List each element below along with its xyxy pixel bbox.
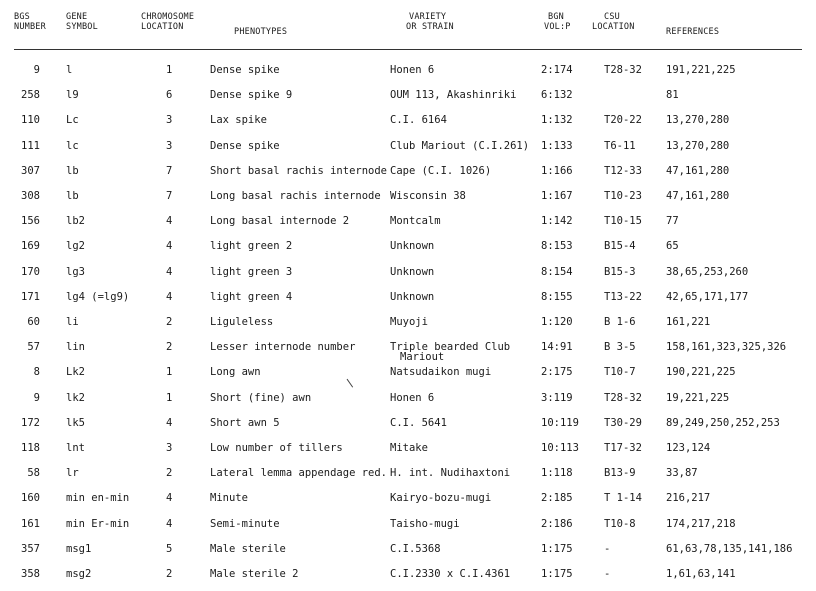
bgn-vol-page-cell: 1:167 <box>541 190 573 202</box>
chromosome-location-cell: 4 <box>166 215 173 227</box>
references-cell: 158,161,323,325,326 <box>666 341 787 353</box>
phenotype-cell: Minute <box>210 492 248 504</box>
csu-location-cell: T30-29 <box>604 417 642 429</box>
csu-location-cell: T13-22 <box>604 291 642 303</box>
table-row <box>0 140 816 156</box>
table-row <box>0 291 816 307</box>
chromosome-location-cell: 1 <box>166 64 173 76</box>
gene-symbol-cell: min Er-min <box>66 518 130 530</box>
bgs-number-cell: 357 <box>21 543 40 555</box>
variety-text: C.I.5368 <box>390 543 441 555</box>
references-cell: 47,161,280 <box>666 190 730 202</box>
bgs-number-cell: 161 <box>21 518 40 530</box>
variety-cell <box>390 89 516 101</box>
csu-location-cell: T10-7 <box>604 366 636 378</box>
table-row <box>0 518 816 534</box>
gene-symbol-cell: lb2 <box>66 215 85 227</box>
csu-location-cell: T 1-14 <box>604 492 642 504</box>
variety-cell <box>390 316 428 328</box>
csu-location-cell: T17-32 <box>604 442 642 454</box>
bgn-vol-page-cell: 1:166 <box>541 165 573 177</box>
variety-text: Montcalm <box>390 215 441 227</box>
gene-symbol-cell: l <box>66 64 73 76</box>
chromosome-location-cell: 4 <box>166 291 173 303</box>
gene-symbol-cell: lc <box>66 140 79 152</box>
variety-cell <box>390 543 441 555</box>
bgn-vol-page-cell: 1:120 <box>541 316 573 328</box>
csu-location-cell: T28-32 <box>604 64 642 76</box>
gene-symbol-cell: lk2 <box>66 392 85 404</box>
table-row <box>0 240 816 256</box>
header-variety: VARIETY OR STRAIN <box>406 12 454 32</box>
chromosome-location-cell: 4 <box>166 240 173 252</box>
variety-cell <box>390 140 529 152</box>
references-cell: 61,63,78,135,141,186 <box>666 543 793 555</box>
gene-symbol-cell: lr <box>66 467 79 479</box>
gene-symbol-cell: l9 <box>66 89 79 101</box>
variety-text: Unknown <box>390 266 435 278</box>
phenotype-cell: Semi-minute <box>210 518 280 530</box>
chromosome-location-cell: 3 <box>166 140 173 152</box>
bgn-vol-page-cell: 14:91 <box>541 341 573 353</box>
header-references: REFERENCES <box>666 27 720 37</box>
bgn-vol-page-cell: 1:175 <box>541 568 573 580</box>
header-chromosome-location: CHROMOSOME LOCATION <box>141 12 195 32</box>
bgn-vol-page-cell: 8:153 <box>541 240 573 252</box>
bgs-number-cell: 172 <box>21 417 40 429</box>
bgs-number-cell: 170 <box>21 266 40 278</box>
variety-text: Honen 6 <box>390 392 435 404</box>
phenotype-cell: Lax spike <box>210 114 267 126</box>
variety-cell <box>390 215 441 227</box>
bgn-vol-page-cell: 10:119 <box>541 417 579 429</box>
header-divider <box>14 49 802 50</box>
variety-text: H. int. Nudihaxtoni <box>390 467 511 479</box>
phenotype-cell: Dense spike <box>210 64 280 76</box>
chromosome-location-cell: 4 <box>166 492 173 504</box>
variety-cell <box>390 366 491 378</box>
csu-location-cell: T10-15 <box>604 215 642 227</box>
phenotype-cell: Long basal rachis internode <box>210 190 381 202</box>
bgn-vol-page-cell: 2:185 <box>541 492 573 504</box>
bgs-number-cell: 358 <box>21 568 40 580</box>
table-row <box>0 392 816 408</box>
chromosome-location-cell: 4 <box>166 518 173 530</box>
references-cell: 19,221,225 <box>666 392 730 404</box>
phenotype-cell: Short basal rachis internode <box>210 165 388 177</box>
references-cell: 123,124 <box>666 442 711 454</box>
table-row <box>0 190 816 206</box>
csu-location-cell: B15-4 <box>604 240 636 252</box>
gene-symbol-cell: Lk2 <box>66 366 85 378</box>
bgn-vol-page-cell: 6:132 <box>541 89 573 101</box>
csu-location-cell: T6-11 <box>604 140 636 152</box>
variety-text: Mitake <box>390 442 428 454</box>
variety-text: Natsudaikon mugi <box>390 366 492 378</box>
table-row <box>0 366 816 382</box>
variety-text: Muyoji <box>390 316 428 328</box>
csu-location-cell: T10-8 <box>604 518 636 530</box>
chromosome-location-cell: 3 <box>166 442 173 454</box>
chromosome-location-cell: 4 <box>166 266 173 278</box>
bgn-vol-page-cell: 2:174 <box>541 64 573 76</box>
references-cell: 1,61,63,141 <box>666 568 736 580</box>
chromosome-location-cell: 7 <box>166 165 173 177</box>
csu-location-cell: - <box>604 568 611 580</box>
chromosome-location-cell: 6 <box>166 89 173 101</box>
csu-location-cell: - <box>604 543 611 555</box>
table-row <box>0 442 816 458</box>
phenotype-cell: Dense spike <box>210 140 280 152</box>
bgs-number-cell: 258 <box>21 89 40 101</box>
csu-location-cell: B 3-5 <box>604 341 636 353</box>
variety-continuation: Mariout <box>400 351 445 363</box>
bgs-number-cell: 160 <box>21 492 40 504</box>
csu-location-cell: B13-9 <box>604 467 636 479</box>
bgs-number-cell: 169 <box>21 240 40 252</box>
bgs-number-cell: 60 <box>27 316 40 328</box>
variety-cell <box>390 114 447 126</box>
variety-text: Unknown <box>390 291 435 303</box>
references-cell: 216,217 <box>666 492 711 504</box>
table-row <box>0 64 816 80</box>
variety-cell <box>390 518 460 530</box>
bgn-vol-page-cell: 1:133 <box>541 140 573 152</box>
gene-symbol-cell: lg3 <box>66 266 85 278</box>
variety-text: C.I. 6164 <box>390 114 447 126</box>
phenotype-cell: light green 3 <box>210 266 293 278</box>
phenotype-cell: Lateral lemma appendage red. <box>210 467 388 479</box>
variety-text: Triple bearded Club <box>390 341 511 353</box>
phenotype-cell: Long awn <box>210 366 261 378</box>
variety-cell <box>390 291 434 303</box>
gene-symbol-cell: min en-min <box>66 492 130 504</box>
table-row <box>0 543 816 559</box>
table-row <box>0 165 816 181</box>
chromosome-location-cell: 1 <box>166 392 173 404</box>
references-cell: 81 <box>666 89 679 101</box>
phenotype-cell: Male sterile 2 <box>210 568 299 580</box>
references-cell: 191,221,225 <box>666 64 736 76</box>
variety-text: Kairyo-bozu-mugi <box>390 492 492 504</box>
bgn-vol-page-cell: 1:175 <box>541 543 573 555</box>
phenotype-cell: Lesser internode number <box>210 341 356 353</box>
header-bgs-number: BGS NUMBER <box>14 12 46 32</box>
bgn-vol-page-cell: 3:119 <box>541 392 573 404</box>
table-row <box>0 215 816 231</box>
variety-cell <box>390 392 434 404</box>
chromosome-location-cell: 3 <box>166 114 173 126</box>
bgn-vol-page-cell: 1:118 <box>541 467 573 479</box>
variety-text: Taisho-mugi <box>390 518 460 530</box>
chromosome-location-cell: 7 <box>166 190 173 202</box>
chromosome-location-cell: 4 <box>166 417 173 429</box>
phenotype-cell: Low number of tillers <box>210 442 343 454</box>
bgs-number-cell: 57 <box>27 341 40 353</box>
table-row <box>0 467 816 483</box>
variety-text: C.I. 5641 <box>390 417 447 429</box>
gene-symbol-cell: lb <box>66 165 79 177</box>
gene-symbol-cell: lnt <box>66 442 85 454</box>
csu-location-cell: T10-23 <box>604 190 642 202</box>
references-cell: 174,217,218 <box>666 518 736 530</box>
bgn-vol-page-cell: 1:132 <box>541 114 573 126</box>
phenotype-cell: Dense spike 9 <box>210 89 293 101</box>
variety-cell <box>390 568 510 580</box>
chromosome-location-cell: 2 <box>166 341 173 353</box>
table-row <box>0 341 816 363</box>
variety-cell <box>390 190 466 202</box>
variety-cell <box>390 417 447 429</box>
table-row <box>0 316 816 332</box>
bgn-vol-page-cell: 8:155 <box>541 291 573 303</box>
phenotype-cell: light green 2 <box>210 240 293 252</box>
variety-text: OUM 113, Akashinriki <box>390 89 517 101</box>
bgn-vol-page-cell: 2:186 <box>541 518 573 530</box>
header-bgn: BGN VOL:P <box>544 12 571 32</box>
chromosome-location-cell: 1 <box>166 366 173 378</box>
csu-location-cell: T20-22 <box>604 114 642 126</box>
chromosome-location-cell: 2 <box>166 316 173 328</box>
bgs-number-cell: 156 <box>21 215 40 227</box>
header-csu-location: CSU LOCATION <box>592 12 635 32</box>
bgn-vol-page-cell: 1:142 <box>541 215 573 227</box>
references-cell: 65 <box>666 240 679 252</box>
gene-symbol-cell: lg2 <box>66 240 85 252</box>
table-row <box>0 114 816 130</box>
variety-cell <box>390 492 491 504</box>
bgn-vol-page-cell: 10:113 <box>541 442 579 454</box>
bgs-number-cell: 118 <box>21 442 40 454</box>
variety-cell <box>390 64 434 76</box>
phenotype-cell: Short awn 5 <box>210 417 280 429</box>
bgs-number-cell: 8 <box>33 366 40 378</box>
csu-location-cell: B 1-6 <box>604 316 636 328</box>
table-row <box>0 492 816 508</box>
variety-text: Honen 6 <box>390 64 435 76</box>
phenotype-cell: Long basal internode 2 <box>210 215 350 227</box>
gene-symbol-cell: lg4 (=lg9) <box>66 291 130 303</box>
phenotype-cell: Male sterile <box>210 543 286 555</box>
table-row <box>0 568 816 584</box>
references-cell: 77 <box>666 215 679 227</box>
variety-cell <box>390 467 510 479</box>
phenotype-cell: Liguleless <box>210 316 274 328</box>
bgn-vol-page-cell: 2:175 <box>541 366 573 378</box>
references-cell: 42,65,171,177 <box>666 291 749 303</box>
header-gene-symbol: GENE SYMBOL <box>66 12 98 32</box>
references-cell: 13,270,280 <box>666 114 730 126</box>
bgn-vol-page-cell: 8:154 <box>541 266 573 278</box>
bgs-number-cell: 307 <box>21 165 40 177</box>
references-cell: 33,87 <box>666 467 698 479</box>
gene-symbol-cell: Lc <box>66 114 79 126</box>
references-cell: 190,221,225 <box>666 366 736 378</box>
references-cell: 47,161,280 <box>666 165 730 177</box>
bgs-number-cell: 171 <box>21 291 40 303</box>
bgs-number-cell: 110 <box>21 114 40 126</box>
gene-symbol-cell: msg1 <box>66 543 92 555</box>
bgs-number-cell: 9 <box>33 392 40 404</box>
gene-symbol-cell: lk5 <box>66 417 85 429</box>
variety-text: Cape (C.I. 1026) <box>390 165 492 177</box>
variety-text: Unknown <box>390 240 435 252</box>
variety-cell <box>390 341 510 362</box>
variety-cell <box>390 165 491 177</box>
gene-symbol-cell: li <box>66 316 79 328</box>
references-cell: 38,65,253,260 <box>666 266 749 278</box>
variety-cell <box>390 266 434 278</box>
bgs-number-cell: 111 <box>21 140 40 152</box>
csu-location-cell: T12-33 <box>604 165 642 177</box>
phenotype-cell: Short (fine) awn <box>210 392 312 404</box>
table-row <box>0 417 816 433</box>
table-row <box>0 89 816 105</box>
variety-cell <box>390 442 428 454</box>
gene-symbol-cell: lb <box>66 190 79 202</box>
variety-text: C.I.2330 x C.I.4361 <box>390 568 511 580</box>
variety-text: Wisconsin 38 <box>390 190 466 202</box>
references-cell: 161,221 <box>666 316 711 328</box>
csu-location-cell: B15-3 <box>604 266 636 278</box>
references-cell: 13,270,280 <box>666 140 730 152</box>
table-row <box>0 266 816 282</box>
chromosome-location-cell: 2 <box>166 568 173 580</box>
header-phenotypes: PHENOTYPES <box>234 27 288 37</box>
references-cell: 89,249,250,252,253 <box>666 417 780 429</box>
csu-location-cell: T28-32 <box>604 392 642 404</box>
variety-cell <box>390 240 434 252</box>
variety-text: Club Mariout (C.I.261) <box>390 140 530 152</box>
chromosome-location-cell: 2 <box>166 467 173 479</box>
gene-symbol-cell: msg2 <box>66 568 92 580</box>
bgs-number-cell: 9 <box>33 64 40 76</box>
phenotype-cell: light green 4 <box>210 291 293 303</box>
bgs-number-cell: 58 <box>27 467 40 479</box>
chromosome-location-cell: 5 <box>166 543 173 555</box>
gene-symbol-cell: lin <box>66 341 85 353</box>
bgs-number-cell: 308 <box>21 190 40 202</box>
